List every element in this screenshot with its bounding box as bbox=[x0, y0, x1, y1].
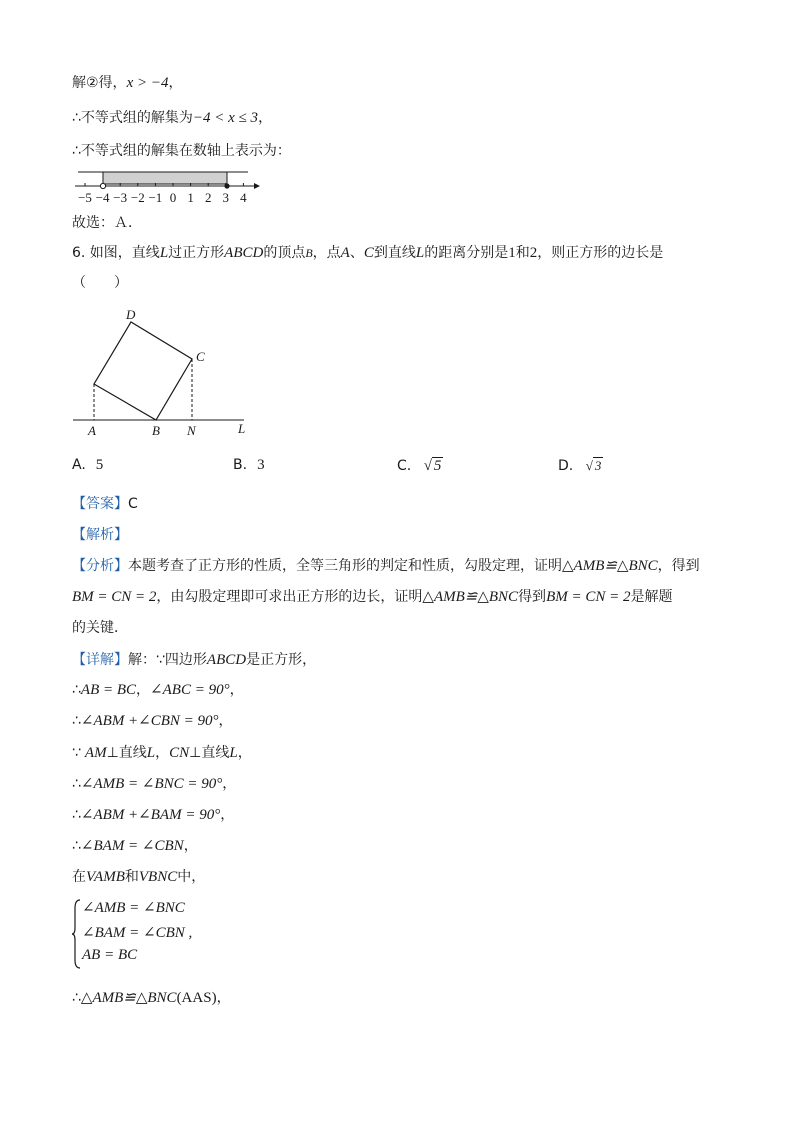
text: 过正方形 bbox=[168, 245, 225, 261]
text: ， bbox=[237, 745, 252, 761]
math: C bbox=[363, 245, 374, 261]
sqrt-5 bbox=[424, 457, 444, 475]
text: ，点 bbox=[312, 245, 341, 261]
detail-line-6 bbox=[72, 805, 234, 825]
option-value: 5 bbox=[95, 457, 104, 473]
system-row-2: ∠BAM = ∠CBN , bbox=[82, 925, 193, 941]
text: ，得到 bbox=[657, 558, 700, 574]
text: ∴ bbox=[72, 807, 81, 823]
solution-line-1 bbox=[72, 73, 182, 93]
text: 是解题 bbox=[630, 589, 673, 605]
text: ， bbox=[218, 713, 233, 729]
tick-label: 2 bbox=[204, 190, 212, 205]
math: B bbox=[305, 246, 313, 260]
text: ∴ bbox=[72, 713, 81, 729]
text: 和 bbox=[515, 245, 530, 261]
option-a[interactable] bbox=[72, 457, 103, 474]
radical-icon: √ bbox=[423, 458, 432, 474]
analysis-label: 【解析】 bbox=[72, 527, 128, 543]
text: ∴ bbox=[72, 776, 81, 792]
label-C: C bbox=[196, 349, 205, 364]
option-b[interactable] bbox=[233, 457, 265, 474]
tick-label: 1 bbox=[187, 190, 194, 205]
text: 、 bbox=[349, 245, 364, 261]
answer-line bbox=[72, 494, 138, 514]
text: 和 bbox=[124, 869, 139, 885]
text: ， bbox=[216, 990, 231, 1006]
option-letter: C. bbox=[397, 458, 412, 474]
solution-region bbox=[103, 172, 227, 184]
math: BM = CN = 2 bbox=[546, 589, 631, 605]
label-B: B bbox=[152, 423, 160, 438]
fenxi-label: 【分析】 bbox=[72, 558, 128, 574]
equation-system bbox=[72, 898, 272, 970]
text: ， bbox=[155, 745, 170, 761]
text: ，则正方形的边长是 bbox=[537, 245, 664, 261]
math: AM bbox=[84, 745, 107, 761]
math: △AMB≌△BNC bbox=[80, 990, 177, 1006]
math: ABCD bbox=[224, 245, 264, 261]
sqrt-3 bbox=[586, 457, 604, 474]
text: 在 bbox=[72, 869, 86, 885]
option-letter: D. bbox=[558, 458, 574, 474]
text: 解②得， bbox=[72, 75, 127, 91]
math: 2 bbox=[529, 245, 538, 261]
text: 到直线 bbox=[373, 245, 416, 261]
tick-label: −2 bbox=[130, 190, 145, 205]
math: ∠BAM = ∠CBN bbox=[80, 838, 184, 854]
detail-line-3 bbox=[72, 711, 233, 731]
math: ∠ABM +∠BAM = 90° bbox=[80, 807, 221, 823]
label-L: L bbox=[238, 421, 246, 436]
closed-point-icon bbox=[224, 183, 229, 188]
text: ∴ bbox=[72, 682, 81, 698]
tick-label: −1 bbox=[148, 190, 163, 205]
radicand: 5 bbox=[433, 458, 442, 474]
text: ， bbox=[229, 682, 244, 698]
detail-line-5 bbox=[72, 774, 236, 794]
detail-label: 【详解】 bbox=[72, 652, 128, 668]
text: ， bbox=[168, 75, 183, 91]
fenxi-line-2 bbox=[72, 587, 672, 607]
math: L bbox=[159, 245, 169, 261]
math: △AMB≌△BNC bbox=[562, 558, 658, 574]
answer-label: 【答案】 bbox=[72, 496, 128, 512]
option-letter: B. bbox=[233, 457, 248, 473]
text: 解：∵四边形 bbox=[128, 652, 207, 668]
label-D: D bbox=[126, 307, 136, 322]
text: 的顶点 bbox=[263, 245, 306, 261]
text: ， bbox=[136, 682, 151, 698]
text: 6. 如图，直线 bbox=[72, 245, 160, 261]
math: ∠ABC = 90° bbox=[150, 682, 230, 698]
detail-line-9 bbox=[72, 988, 231, 1008]
option-value: 3 bbox=[257, 457, 265, 473]
text: 中， bbox=[177, 869, 206, 885]
question-line bbox=[72, 243, 663, 263]
math: △AMB≌△BNC bbox=[422, 589, 519, 605]
math: (AAS) bbox=[176, 990, 217, 1006]
math: VAMB bbox=[86, 869, 125, 885]
text: 本题考查了正方形的性质，全等三角形的判定和性质，勾股定理，证明 bbox=[128, 558, 562, 574]
tick-label: −4 bbox=[95, 190, 110, 205]
math: AB = BC bbox=[80, 682, 137, 698]
fenxi-line-3: 的关键． bbox=[72, 620, 128, 636]
math: CN bbox=[169, 745, 190, 761]
text: 的距离分别是 bbox=[424, 245, 509, 261]
text: ， bbox=[220, 807, 235, 823]
math: ∠ABM +∠CBN = 90° bbox=[80, 713, 219, 729]
tick-label: −3 bbox=[113, 190, 128, 205]
label-N: N bbox=[187, 423, 196, 438]
open-point-icon bbox=[100, 183, 105, 188]
math: ∠AMB = ∠BNC = 90° bbox=[80, 776, 223, 792]
math: L bbox=[146, 745, 156, 761]
tick-label: 3 bbox=[222, 190, 230, 205]
math: L bbox=[229, 745, 238, 761]
text: ，由勾股定理即可求出正方形的边长，证明 bbox=[156, 589, 423, 605]
radicand: 3 bbox=[594, 458, 602, 473]
label-A: A bbox=[88, 423, 96, 438]
math: L bbox=[415, 245, 425, 261]
square-figure bbox=[70, 304, 260, 440]
option-letter: A. bbox=[72, 457, 86, 473]
solution-line-3: ∴不等式组的解集在数轴上表示为： bbox=[72, 143, 291, 159]
answer-value: C bbox=[128, 496, 138, 512]
solution-line-4: 故选：Ａ． bbox=[72, 215, 142, 231]
tick-label: 0 bbox=[169, 190, 177, 205]
detail-line-7 bbox=[72, 836, 198, 856]
detail-line-8 bbox=[72, 867, 205, 887]
detail-line-2 bbox=[72, 680, 244, 700]
detail-line-4 bbox=[72, 743, 252, 763]
text: ∴ bbox=[72, 838, 81, 854]
math: A bbox=[340, 245, 350, 261]
question-paren: （ ） bbox=[72, 275, 128, 291]
fenxi-line-1 bbox=[72, 556, 700, 576]
radical-icon: √ bbox=[585, 458, 593, 473]
option-c[interactable] bbox=[397, 457, 443, 475]
option-d[interactable] bbox=[558, 457, 603, 474]
text: ∴不等式组的解集为 bbox=[72, 110, 193, 126]
text: ， bbox=[258, 110, 273, 126]
solution-line-2 bbox=[72, 108, 272, 128]
left-brace-icon bbox=[72, 898, 82, 970]
tick-label: −5 bbox=[78, 190, 92, 205]
text: ⊥直线 bbox=[189, 745, 230, 761]
math: ABCD bbox=[206, 652, 247, 668]
text: ， bbox=[222, 776, 237, 792]
math: 1 bbox=[508, 245, 516, 261]
text: ， bbox=[183, 838, 198, 854]
tick-label: 4 bbox=[240, 190, 247, 205]
math: VBNC bbox=[138, 869, 178, 885]
system-row-3: AB = BC bbox=[82, 947, 138, 963]
math: −4 < x ≤ 3 bbox=[192, 110, 259, 126]
text: 是正方形， bbox=[246, 652, 317, 668]
system-row-1: ∠AMB = ∠BNC bbox=[82, 900, 185, 916]
text: ∵ bbox=[72, 745, 81, 761]
axis-arrow-icon bbox=[254, 183, 260, 189]
math: x > −4 bbox=[126, 75, 169, 91]
math: BM = CN = 2 bbox=[72, 589, 157, 605]
square-ABCD bbox=[94, 322, 192, 420]
text: ∴ bbox=[72, 990, 81, 1006]
text: 得到 bbox=[518, 589, 547, 605]
detail-line-1 bbox=[72, 650, 316, 670]
text: ⊥直线 bbox=[106, 745, 147, 761]
number-line-figure bbox=[70, 164, 270, 206]
